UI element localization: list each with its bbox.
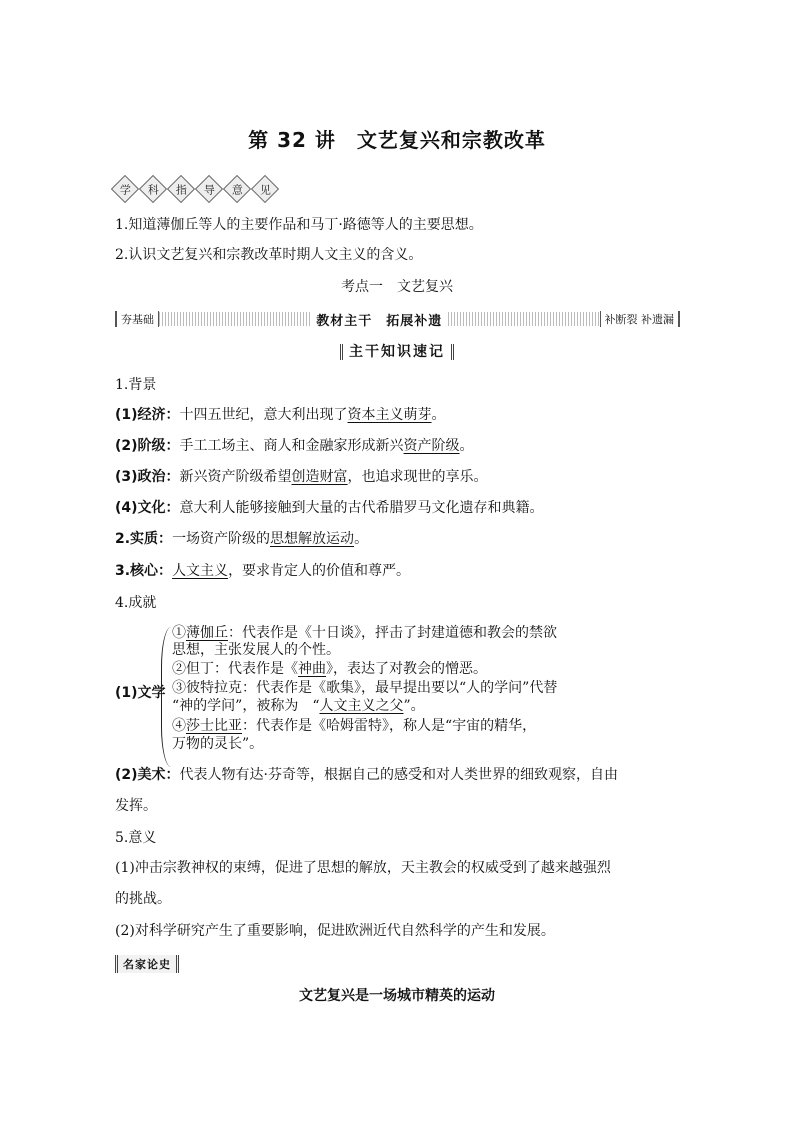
literature-item-1: ①薄伽丘：代表作是《十日谈》，抨击了封建道德和教会的禁欲 — [172, 625, 557, 641]
significance-1-cont: 的挑战。 — [115, 891, 171, 907]
section-heading: 考点一 文艺复兴 — [341, 279, 453, 295]
guidance-char: 指 — [167, 175, 195, 203]
guidance-char: 意 — [223, 175, 251, 203]
literature-item-3: ③彼特拉克：代表作是《歌集》，最早提出要以“人的学问”代替 — [172, 680, 558, 696]
guidance-char: 导 — [195, 175, 223, 203]
guideline-2: 2.认识文艺复兴和宗教改革时期人文主义的含义。 — [115, 247, 423, 263]
significance-2: (2)对科学研究产生了重要影响，促进欧洲近代自然科学的产生和发展。 — [115, 923, 555, 939]
core-line: 3.核心：人文主义，要求肯定人的价值和尊严。 — [115, 563, 411, 579]
achievement-heading: 4.成就 — [115, 595, 157, 611]
significance-heading: 5.意义 — [115, 830, 157, 846]
literature-item-4-cont: 万物的灵长”。 — [172, 736, 264, 752]
expert-view-tag: 名家论史 — [115, 955, 179, 973]
essay-title: 文艺复兴是一场城市精英的运动 — [299, 988, 495, 1004]
bar-hatch — [448, 312, 599, 326]
literature-brace — [161, 627, 172, 767]
art-line: (2)美术：代表人物有达·芬奇等，根据自己的感受和对人类世界的细致观察，自由 — [115, 767, 618, 783]
background-class: (2)阶级：手工工场主、商人和金融家形成新兴资产阶级。 — [115, 438, 474, 454]
guidance-banner — [115, 179, 283, 199]
art-line-cont: 发挥。 — [115, 798, 157, 814]
significance-1: (1)冲击宗教神权的束缚，促进了思想的解放，天主教会的权威受到了越来越强烈 — [115, 860, 611, 876]
background-heading: 1.背景 — [115, 377, 157, 393]
bar-middle-label: 教材主干 拓展补遗 — [316, 313, 443, 329]
bar-hatch — [159, 312, 310, 326]
page-title: 第 32 讲 文艺复兴和宗教改革 — [248, 128, 546, 152]
background-economy: (1)经济：十四五世纪，意大利出现了资本主义萌芽。 — [115, 407, 446, 423]
literature-label: (1)文学 — [115, 685, 166, 701]
background-politics: (3)政治：新兴资产阶级希望创造财富，也追求现世的享乐。 — [115, 469, 488, 485]
literature-item-3-cont: “神的学问”，被称为 “人文主义之父”。 — [172, 698, 425, 714]
background-culture: (4)文化：意大利人能够接触到大量的古代希腊罗马文化遗存和典籍。 — [115, 500, 544, 516]
bar-right-label: 补断裂 补遗漏 — [600, 311, 681, 327]
literature-item-4: ④莎士比亚：代表作是《哈姆雷特》，称人是“宇宙的精华， — [172, 718, 537, 734]
essence-line: 2.实质：一场资产阶级的思想解放运动。 — [115, 531, 369, 547]
guidance-char: 见 — [251, 175, 279, 203]
guidance-char: 学 — [111, 175, 139, 203]
literature-item-2: ②但丁：代表作是《神曲》，表达了对教会的憎恶。 — [172, 661, 487, 677]
literature-item-1-cont: 思想，主张发展人的个性。 — [172, 642, 340, 658]
bar-left-label: 夯基础 — [115, 311, 159, 327]
sub-banner: 主干知识速记 — [0, 341, 794, 361]
section-bar — [115, 310, 680, 328]
guidance-char: 科 — [139, 175, 167, 203]
guideline-1: 1.知道薄伽丘等人的主要作品和马丁·路德等人的主要思想。 — [115, 217, 483, 233]
